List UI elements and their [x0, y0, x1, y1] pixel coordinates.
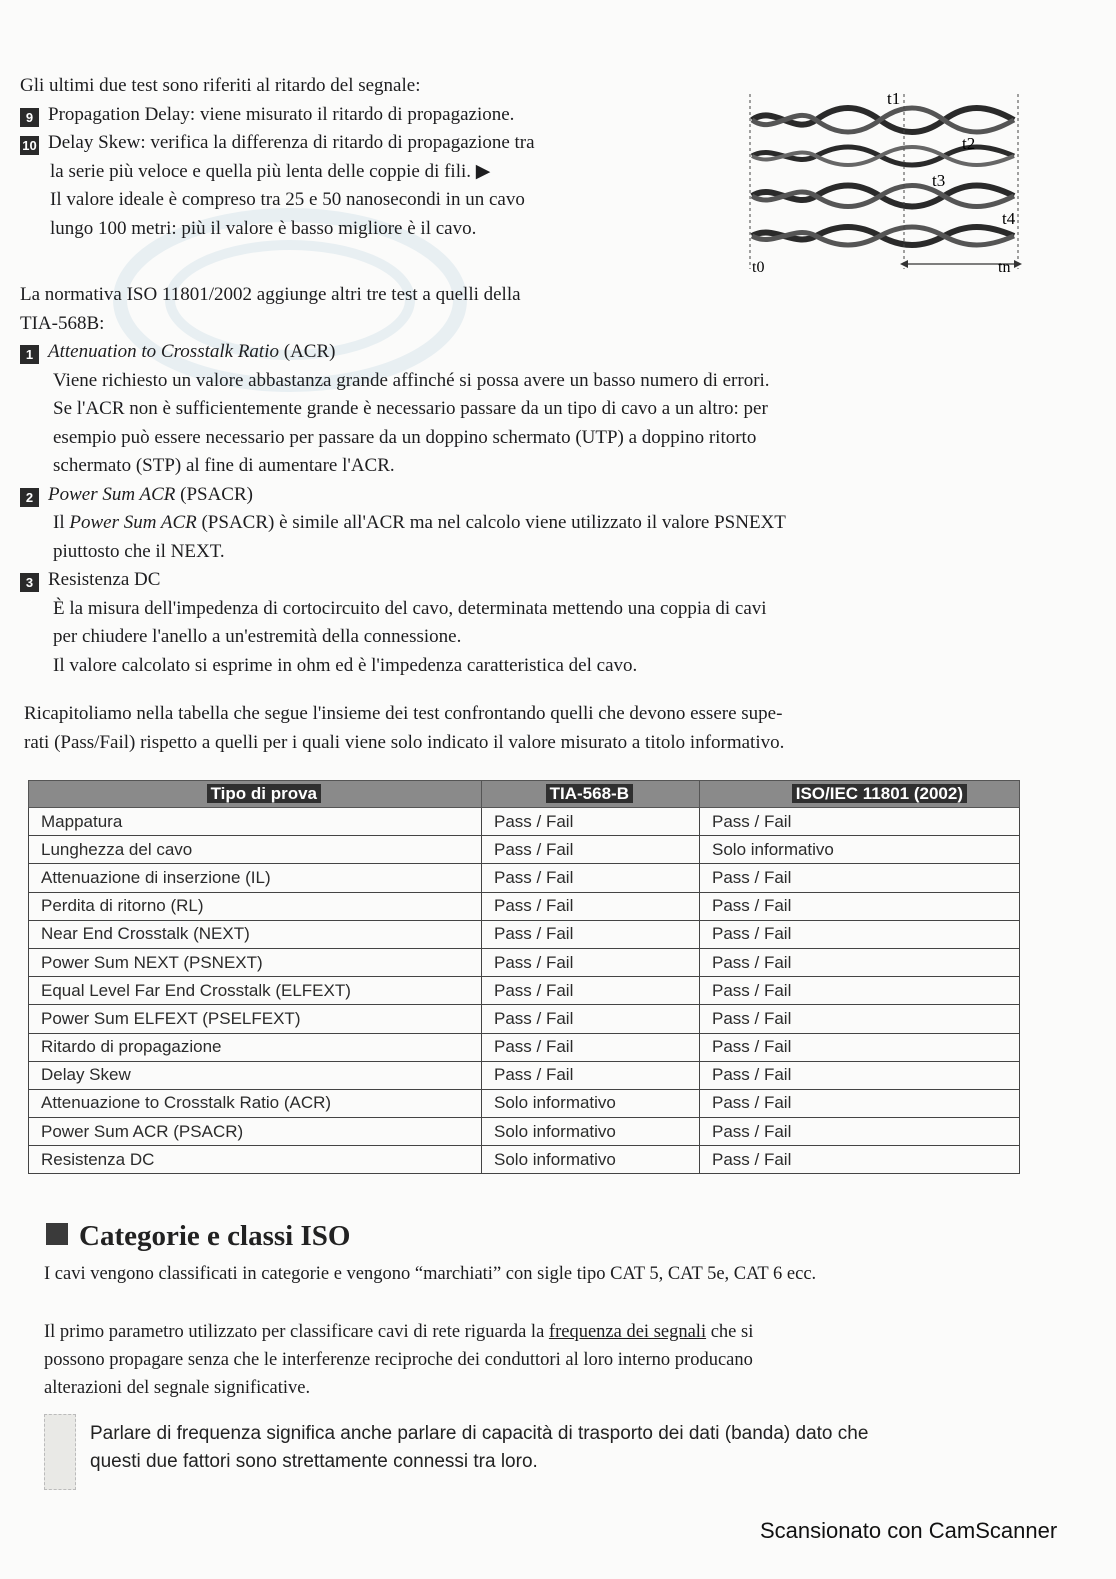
item-acr-heading: 1 Attenuation to Crosstalk Ratio (ACR) [20, 338, 1030, 367]
table-row [29, 948, 1020, 976]
iso-cell: Pass / Fail [700, 1061, 1020, 1089]
tests-table [28, 780, 1020, 1174]
test-name-cell: Delay Skew [29, 1061, 482, 1089]
iso-cell: Solo informativo [700, 836, 1020, 864]
item-propagation-delay: 9 Propagation Delay: viene misurato il ritardo di propagazione. [20, 101, 720, 130]
iso-cell: Pass / Fail [700, 892, 1020, 920]
label-t1: t1 [887, 89, 901, 108]
header-test-type: Tipo di prova [29, 781, 482, 808]
test-name-cell: Attenuazione di inserzione (IL) [29, 864, 482, 892]
test-name-cell: Perdita di ritorno (RL) [29, 892, 482, 920]
item-dc-resistance-heading: 3 Resistenza DC [20, 566, 1030, 595]
number-3-icon: 3 [20, 573, 39, 592]
table-row [29, 892, 1020, 920]
tia-cell: Solo informativo [482, 1146, 700, 1174]
dc-resistance-body: È la misura dell'impedenza di cortocircuito del cavo, determinata mettendo una coppia di cavi per chiudere l'anello a un'estremità della connessione. Il valore calcolato si esprime in ohm ed è l'impedenza caratteristica del cavo. [53, 597, 767, 676]
iso-cell: Pass / Fail [700, 1033, 1020, 1061]
iso-cell: Pass / Fail [700, 1089, 1020, 1117]
tia-cell: Pass / Fail [482, 1061, 700, 1089]
tia-cell: Pass / Fail [482, 892, 700, 920]
number-2-icon: 2 [20, 488, 39, 507]
table-row [29, 1146, 1020, 1174]
label-t3: t3 [932, 171, 946, 190]
test-name-cell: Power Sum NEXT (PSNEXT) [29, 948, 482, 976]
table-row [29, 1089, 1020, 1117]
iso-intro-line1: La normativa ISO 11801/2002 aggiunge altri tre test a quelli della [20, 284, 521, 305]
test-name-cell: Resistenza DC [29, 1146, 482, 1174]
label-t0: t0 [752, 259, 765, 276]
delay-skew-line3: Il valore ideale è compreso tra 25 e 50 nanosecondi in un cavo [50, 189, 525, 210]
table-row [29, 920, 1020, 948]
label-t4: t4 [1002, 209, 1016, 228]
table-row [29, 1061, 1020, 1089]
table-row [29, 1118, 1020, 1146]
table-header-row [29, 781, 1020, 808]
delay-skew-line4: lungo 100 metri: più il valore è basso migliore è il cavo. [50, 217, 477, 239]
categories-intro: I cavi vengono classificati in categorie e vengono “marchiati” con sigle tipo CAT 5, CAT 5e, CAT 6 ecc. [44, 1264, 817, 1284]
test-name-cell: Ritardo di propagazione [29, 1033, 482, 1061]
iso-tests-section [20, 281, 1030, 680]
header-iso: ISO/IEC 11801 (2002) [700, 781, 1020, 808]
tia-cell: Solo informativo [482, 1118, 700, 1146]
note-text: Parlare di frequenza significa anche parlare di capacità di trasporto dei dati (banda) dato che questi due fattori sono strettamente connessi tra loro. [90, 1423, 869, 1472]
iso-cell: Pass / Fail [700, 1146, 1020, 1174]
table-row [29, 977, 1020, 1005]
delay-skew-diagram [744, 74, 1034, 279]
table-row [29, 1033, 1020, 1061]
label-t2: t2 [962, 134, 976, 153]
tia-cell: Pass / Fail [482, 948, 700, 976]
tia-cell: Pass / Fail [482, 836, 700, 864]
iso-cell: Pass / Fail [700, 1005, 1020, 1033]
iso-intro-line2: TIA-568B: [20, 312, 105, 334]
header-tia: TIA-568-B [482, 781, 700, 808]
tia-cell: Pass / Fail [482, 920, 700, 948]
iso-cell: Pass / Fail [700, 864, 1020, 892]
recap-paragraph: Ricapitoliamo nella tabella che segue l'insieme dei test confrontando quelli che devono essere supe- rati (Pass/Fail) rispetto a quelli per i quali viene solo indicato il valore misurato a titolo informativo. [24, 703, 785, 753]
test-name-cell: Power Sum ACR (PSACR) [29, 1118, 482, 1146]
section-title: Categorie e classi ISO [46, 1220, 350, 1253]
delay-skew-line2: la serie più veloce e quella più lenta delle coppie di fili. ▶ [50, 160, 491, 182]
acr-body: Viene richiesto un valore abbastanza grande affinché si possa avere un basso numero di errori. Se l'ACR non è sufficientemente grande è necessario passare da un tipo di cavo a un altro: per esempio può essere necessario per passare da un doppino schermato (UTP) a doppino ritorto schermato (STP) al fine di aumentare l'ACR. [53, 369, 770, 476]
table-row [29, 808, 1020, 836]
label-tn: tn [998, 259, 1011, 276]
iso-cell: Pass / Fail [700, 948, 1020, 976]
table-row [29, 1005, 1020, 1033]
number-10-icon: 10 [20, 136, 39, 155]
section-square-icon [46, 1223, 68, 1245]
test-name-cell: Power Sum ELFEXT (PSELFEXT) [29, 1005, 482, 1033]
number-1-icon: 1 [20, 345, 39, 364]
iso-cell: Pass / Fail [700, 1118, 1020, 1146]
scanner-watermark: Scansionato con CamScanner [760, 1518, 1058, 1543]
delay-tests-section [20, 72, 720, 243]
table-row [29, 864, 1020, 892]
number-9-icon: 9 [20, 108, 39, 127]
test-name-cell: Lunghezza del cavo [29, 836, 482, 864]
iso-cell: Pass / Fail [700, 808, 1020, 836]
delay-intro: Gli ultimi due test sono riferiti al ritardo del segnale: [20, 75, 421, 96]
test-name-cell: Mappatura [29, 808, 482, 836]
categories-body: Il primo parametro utilizzato per classificare cavi di rete riguarda la frequenza dei segnali che si possono propagare senza che le interferenze reciproche dei conduttori al loro interno producano alterazioni del segnale significative. [44, 1322, 754, 1398]
psacr-body: Il Power Sum ACR (PSACR) è simile all'ACR ma nel calcolo viene utilizzato il valore PSNEXT piuttosto che il NEXT. [53, 512, 786, 562]
iso-cell: Pass / Fail [700, 920, 1020, 948]
iso-cell: Pass / Fail [700, 977, 1020, 1005]
tia-cell: Pass / Fail [482, 864, 700, 892]
test-name-cell: Near End Crosstalk (NEXT) [29, 920, 482, 948]
test-name-cell: Equal Level Far End Crosstalk (ELFEXT) [29, 977, 482, 1005]
twisted-pair-4 [752, 227, 1014, 245]
twisted-pair-3 [752, 186, 1014, 207]
tia-cell: Pass / Fail [482, 1005, 700, 1033]
tia-cell: Pass / Fail [482, 1033, 700, 1061]
note-marker [44, 1414, 76, 1490]
twisted-pair-1 [752, 108, 1014, 132]
table-row [29, 836, 1020, 864]
item-delay-skew: 10 Delay Skew: verifica la differenza di ritardo di propagazione tra [20, 129, 720, 158]
tia-cell: Pass / Fail [482, 808, 700, 836]
item-psacr-heading: 2 Power Sum ACR (PSACR) [20, 481, 1030, 510]
tia-cell: Pass / Fail [482, 977, 700, 1005]
test-name-cell: Attenuazione to Crosstalk Ratio (ACR) [29, 1089, 482, 1117]
tia-cell: Solo informativo [482, 1089, 700, 1117]
